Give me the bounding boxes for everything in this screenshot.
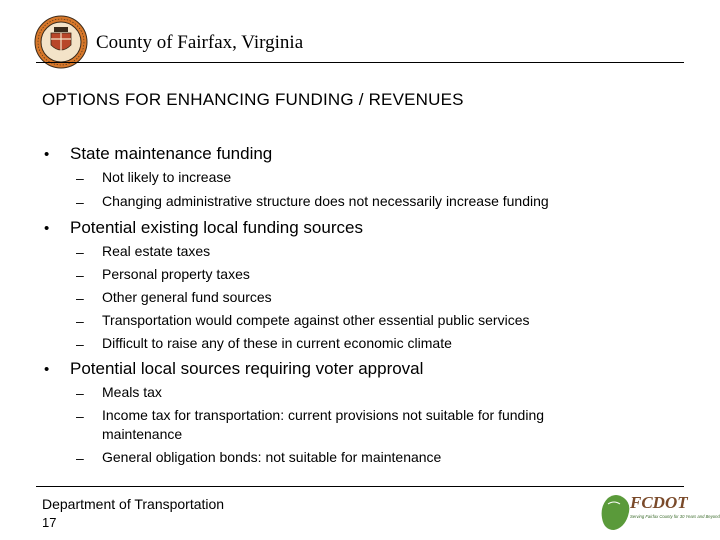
sub-bullet-item: General obligation bonds: not suitable for maintenance (102, 449, 442, 465)
sub-bullet-item: Personal property taxes (102, 266, 250, 282)
sub-bullet-dash: – (76, 267, 84, 283)
footer-divider (36, 486, 684, 487)
bullet-marker: • (44, 361, 50, 378)
bullet-marker: • (44, 220, 50, 237)
page-number: 17 (42, 515, 57, 530)
sub-bullet-item: Meals tax (102, 384, 162, 400)
sub-bullet-item: Real estate taxes (102, 243, 211, 259)
sub-bullet-item: Transportation would compete against other essential public services (102, 312, 530, 328)
sub-bullet-dash: – (76, 313, 84, 329)
sub-bullet-dash: – (76, 450, 84, 466)
header-divider (36, 62, 684, 63)
footer-department: Department of Transportation (42, 496, 225, 512)
bullet-item: Potential local sources requiring voter approval (70, 359, 424, 378)
slide-title: OPTIONS FOR ENHANCING FUNDING / REVENUES (42, 90, 464, 109)
sub-bullet-dash: – (76, 336, 84, 352)
sub-bullet-item: Income tax for transportation: current provisions not suitable for funding maintenance (102, 407, 545, 442)
bullet-item: State maintenance funding (70, 144, 273, 163)
sub-bullet-item: Changing administrative structure does not necessarily increase funding (102, 193, 549, 209)
organization-title: County of Fairfax, Virginia (96, 32, 304, 53)
sub-bullet-item: Not likely to increase (102, 169, 232, 185)
sub-bullet-item: Other general fund sources (102, 289, 272, 305)
sub-bullet-dash: – (76, 194, 84, 210)
sub-bullet-dash: – (76, 385, 84, 401)
sub-bullet-dash: – (76, 290, 84, 306)
fcdot-logo (598, 488, 720, 536)
sub-bullet-dash: – (76, 170, 84, 186)
sub-bullet-dash: – (76, 244, 84, 260)
sub-bullet-item: Difficult to raise any of these in current economic climate (102, 335, 452, 351)
county-seal-logo (34, 15, 88, 69)
sub-bullet-dash: – (76, 408, 84, 424)
bullet-item: Potential existing local funding sources (70, 218, 363, 237)
fcdot-tagline-text: Serving Fairfax County for 30 Years and Beyond (630, 514, 720, 519)
fcdot-logo-text: FCDOT (630, 493, 688, 512)
bullet-marker: • (44, 146, 50, 163)
